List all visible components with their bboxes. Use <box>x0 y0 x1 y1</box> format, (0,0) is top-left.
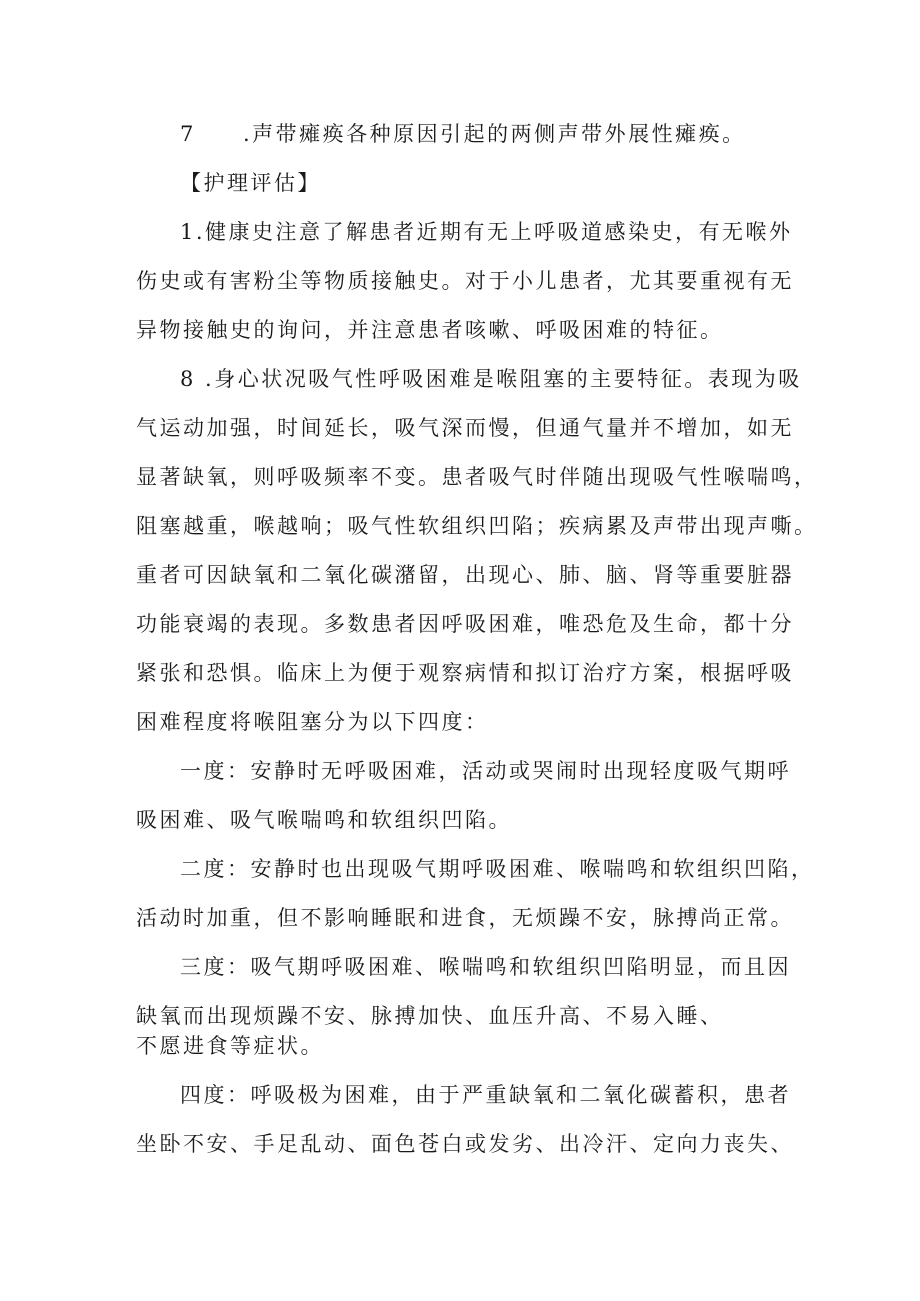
degree-2-line-2: 活动时加重，但不影响睡眠和进食，无烦躁不安，脉搏尚正常。 <box>136 906 794 930</box>
degree-3-line-3: 不愿进食等症状。 <box>136 1034 324 1058</box>
item-8-line-6: 功能衰竭的表现。多数患者因呼吸困难，唯恐危及生命，都十分 <box>136 612 794 636</box>
item-1-line-2: 伤史或有害粉尘等物质接触史。对于小儿患者，尤其要重视有无 <box>136 269 794 293</box>
section-heading: 【护理评估】 <box>180 171 321 195</box>
degree-4-line-2: 坐卧不安、手足乱动、面色苍白或发劣、出冷汗、定向力丧失、 <box>136 1132 794 1156</box>
degree-4-line-1: 四度：呼吸极为困难，由于严重缺氧和二氧化碳蓄积，患者 <box>180 1083 791 1107</box>
item-8-line-4: 阻塞越重，喉越响；吸气性软组织凹陷；疾病累及声带出现声嘶。 <box>136 514 818 538</box>
item-7-number: 7 <box>180 122 194 146</box>
degree-1-line-1: 一度：安静时无呼吸困难，活动或哭闹时出现轻度吸气期呼 <box>180 759 791 783</box>
item-8-line-5: 重者可因缺氧和二氧化碳潴留，出现心、肺、脑、肾等重要脏器 <box>136 563 794 587</box>
item-8-line-3: 显著缺氧，则呼吸频率不变。患者吸气时伴随出现吸气性喉喘鸣， <box>136 465 818 489</box>
item-7-text: .声带瘫痪各种原因引起的两侧声带外展性瘫痪。 <box>243 122 746 146</box>
degree-2-line-1: 二度：安静时也出现吸气期呼吸困难、喉喘鸣和软组织凹陷， <box>180 857 815 881</box>
item-1-line-1: 1.健康史注意了解患者近期有无上呼吸道感染史，有无喉外 <box>180 220 793 244</box>
item-8-line-8: 困难程度将喉阻塞分为以下四度： <box>136 710 489 734</box>
degree-3-line-1: 三度：吸气期呼吸困难、喉喘鸣和软组织凹陷明显，而且因 <box>180 955 791 979</box>
degree-3-line-2: 缺氧而出现烦躁不安、脉搏加快、血压升高、不易入睡、 <box>136 1004 724 1028</box>
degree-1-line-2: 吸困难、吸气喉喘鸣和软组织凹陷。 <box>136 808 512 832</box>
item-8-line-2: 气运动加强，时间延长，吸气深而慢，但通气量并不增加，如无 <box>136 416 794 440</box>
item-8-line-7: 紧张和恐惧。临床上为便于观察病情和拟订治疗方案，根据呼吸 <box>136 661 794 685</box>
item-1-line-3: 异物接触史的询问，并注意患者咳嗽、呼吸困难的特征。 <box>136 318 724 342</box>
item-8-line-1: 8 .身心状况吸气性呼吸困难是喉阻塞的主要特征。表现为吸 <box>180 367 802 391</box>
